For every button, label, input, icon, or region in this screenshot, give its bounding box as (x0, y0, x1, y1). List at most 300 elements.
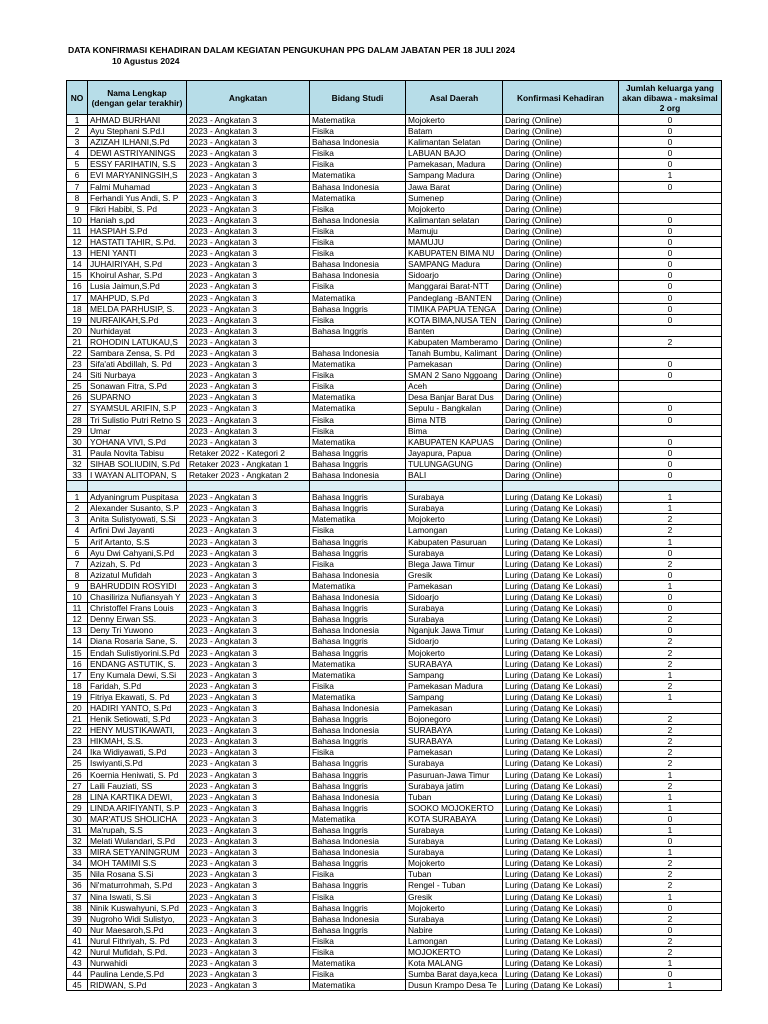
cell-family-count: 0 (619, 148, 722, 159)
cell-no: 16 (67, 658, 88, 669)
cell-family-count: 1 (619, 669, 722, 680)
table-row (67, 558, 722, 569)
cell-attendance: Luring (Datang Ke Lokasi) (503, 736, 619, 747)
cell-origin: Pamekasan Madura (406, 680, 503, 691)
cell-origin: Sidoarjo (406, 636, 503, 647)
table-row (67, 636, 722, 647)
table-row (67, 924, 722, 935)
table-row (67, 791, 722, 802)
cell-attendance: Luring (Datang Ke Lokasi) (503, 503, 619, 514)
cell-no: 31 (67, 825, 88, 836)
cell-attendance: Luring (Datang Ke Lokasi) (503, 924, 619, 935)
cell-family-count: 2 (619, 514, 722, 525)
cell-cohort: 2023 - Angkatan 3 (187, 891, 310, 902)
table-row (67, 281, 722, 292)
cell-no: 17 (67, 292, 88, 303)
cell-attendance: Luring (Datang Ke Lokasi) (503, 780, 619, 791)
cell-subject: Bahasa Inggris (310, 880, 406, 891)
cell-cohort: 2023 - Angkatan 3 (187, 747, 310, 758)
cell-family-count: 1 (619, 536, 722, 547)
cell-subject: Bahasa Inggris (310, 769, 406, 780)
cell-attendance: Daring (Online) (503, 458, 619, 469)
cell-origin: Surabaya (406, 603, 503, 614)
cell-origin: Kabupaten Pasuruan (406, 536, 503, 547)
cell-subject: Bahasa Indonesia (310, 836, 406, 847)
cell-family-count: 0 (619, 436, 722, 447)
cell-family-count: 0 (619, 126, 722, 137)
table-row (67, 181, 722, 192)
cell-family-count: 2 (619, 558, 722, 569)
cell-no: 22 (67, 725, 88, 736)
table-row (67, 392, 722, 403)
cell-subject: Fisika (310, 747, 406, 758)
table-row (67, 758, 722, 769)
cell-family-count: 2 (619, 680, 722, 691)
cell-origin: MAMUJU (406, 237, 503, 248)
cell-cohort: 2023 - Angkatan 3 (187, 259, 310, 270)
cell-attendance: Luring (Datang Ke Lokasi) (503, 913, 619, 924)
cell-origin: Kabupaten Mamberamo (406, 336, 503, 347)
cell-origin: Batam (406, 126, 503, 137)
cell-cohort: 2023 - Angkatan 3 (187, 536, 310, 547)
cell-family-count: 2 (619, 336, 722, 347)
cell-subject: Bahasa Inggris (310, 447, 406, 458)
table-row (67, 958, 722, 969)
table-row (67, 325, 722, 336)
cell-attendance: Luring (Datang Ke Lokasi) (503, 958, 619, 969)
cell-no: 34 (67, 858, 88, 869)
cell-name: MOH TAMIMI S.S (88, 858, 187, 869)
cell-subject: Bahasa Inggris (310, 614, 406, 625)
cell-name: Haniah s,pd (88, 214, 187, 225)
cell-name: Diana Rosaria Sane, S. (88, 636, 187, 647)
table-row (67, 192, 722, 203)
cell-cohort: 2023 - Angkatan 3 (187, 181, 310, 192)
cell-cohort: 2023 - Angkatan 3 (187, 237, 310, 248)
separator-cell (406, 481, 503, 492)
cell-family-count (619, 702, 722, 713)
cell-subject: Matematika (310, 436, 406, 447)
cell-name: ENDANG ASTUTIK, S. (88, 658, 187, 669)
table-row (67, 370, 722, 381)
cell-family-count: 1 (619, 492, 722, 503)
cell-origin: Kota MALANG (406, 958, 503, 969)
cell-name: HIKMAH, S.S. (88, 736, 187, 747)
cell-no: 36 (67, 880, 88, 891)
cell-cohort: 2023 - Angkatan 3 (187, 159, 310, 170)
cell-no: 16 (67, 281, 88, 292)
header-subject: Bidang Studi (310, 81, 406, 115)
cell-cohort: 2023 - Angkatan 3 (187, 702, 310, 713)
cell-family-count: 2 (619, 614, 722, 625)
cell-subject (310, 336, 406, 347)
cell-origin: BALI (406, 470, 503, 481)
cell-family-count: 0 (619, 625, 722, 636)
cell-attendance: Daring (Online) (503, 325, 619, 336)
cell-origin: Sidoarjo (406, 270, 503, 281)
cell-attendance: Daring (Online) (503, 225, 619, 236)
cell-no: 25 (67, 381, 88, 392)
table-row (67, 747, 722, 758)
cell-cohort: 2023 - Angkatan 3 (187, 580, 310, 591)
cell-subject: Matematika (310, 403, 406, 414)
cell-no: 31 (67, 447, 88, 458)
cell-name: HASTATI TAHIR, S.Pd. (88, 237, 187, 248)
cell-origin: Sidoarjo (406, 592, 503, 603)
cell-origin: Sampang Madura (406, 170, 503, 181)
table-row (67, 736, 722, 747)
cell-name: Nur Maesaroh,S.Pd (88, 924, 187, 935)
cell-family-count: 0 (619, 569, 722, 580)
cell-cohort: 2023 - Angkatan 3 (187, 791, 310, 802)
cell-origin: Sampang (406, 691, 503, 702)
cell-cohort: 2023 - Angkatan 3 (187, 558, 310, 569)
cell-no: 2 (67, 126, 88, 137)
cell-family-count: 2 (619, 714, 722, 725)
cell-no: 6 (67, 547, 88, 558)
cell-name: Eny Kumala Dewi, S.Si (88, 669, 187, 680)
cell-family-count: 1 (619, 891, 722, 902)
cell-attendance: Daring (Online) (503, 137, 619, 148)
cell-family-count: 2 (619, 913, 722, 924)
cell-no: 21 (67, 714, 88, 725)
cell-no: 6 (67, 170, 88, 181)
cell-no: 14 (67, 636, 88, 647)
cell-name: Ferhandi Yus Andi, S. P (88, 192, 187, 203)
cell-family-count: 0 (619, 370, 722, 381)
cell-subject: Bahasa Indonesia (310, 214, 406, 225)
cell-origin: Sumenep (406, 192, 503, 203)
separator-cell (187, 481, 310, 492)
cell-family-count: 0 (619, 292, 722, 303)
cell-subject: Bahasa Indonesia (310, 569, 406, 580)
cell-no: 33 (67, 847, 88, 858)
cell-origin: Mojokerto (406, 514, 503, 525)
cell-no: 33 (67, 470, 88, 481)
table-row (67, 126, 722, 137)
table-row (67, 902, 722, 913)
cell-subject: Matematika (310, 392, 406, 403)
cell-subject: Matematika (310, 170, 406, 181)
cell-family-count: 1 (619, 847, 722, 858)
cell-attendance: Luring (Datang Ke Lokasi) (503, 869, 619, 880)
table-row (67, 225, 722, 236)
cell-subject: Matematika (310, 813, 406, 824)
attendance-table (66, 80, 722, 991)
cell-attendance: Daring (Online) (503, 303, 619, 314)
cell-name: HENI YANTI (88, 248, 187, 259)
separator-cell (88, 481, 187, 492)
table-row (67, 514, 722, 525)
cell-no: 35 (67, 869, 88, 880)
cell-name: AHMAD BURHANI (88, 115, 187, 126)
table-row (67, 159, 722, 170)
cell-no: 19 (67, 314, 88, 325)
cell-attendance: Daring (Online) (503, 214, 619, 225)
header-cohort: Angkatan (187, 81, 310, 115)
cell-no: 15 (67, 270, 88, 281)
cell-family-count: 2 (619, 725, 722, 736)
cell-subject: Fisika (310, 381, 406, 392)
cell-family-count: 2 (619, 780, 722, 791)
cell-family-count (619, 325, 722, 336)
cell-cohort: 2023 - Angkatan 3 (187, 880, 310, 891)
cell-name: SUPARNO (88, 392, 187, 403)
cell-origin: Pamekasan (406, 747, 503, 758)
cell-cohort: Retaker 2023 - Angkatan 1 (187, 458, 310, 469)
cell-cohort: 2023 - Angkatan 3 (187, 669, 310, 680)
cell-origin: Gresik (406, 891, 503, 902)
cell-subject: Matematika (310, 691, 406, 702)
cell-name: Nurwahidi (88, 958, 187, 969)
table-row (67, 969, 722, 980)
cell-subject: Matematika (310, 192, 406, 203)
cell-subject: Bahasa Indonesia (310, 470, 406, 481)
cell-origin: Pamekasan (406, 702, 503, 713)
cell-subject: Fisika (310, 225, 406, 236)
cell-no: 32 (67, 836, 88, 847)
cell-attendance: Daring (Online) (503, 314, 619, 325)
table-row (67, 148, 722, 159)
cell-attendance: Luring (Datang Ke Lokasi) (503, 603, 619, 614)
cell-origin: Bojonegoro (406, 714, 503, 725)
table-row (67, 858, 722, 869)
cell-attendance: Luring (Datang Ke Lokasi) (503, 714, 619, 725)
cell-name: Ayu Dwi Cahyani,S.Pd (88, 547, 187, 558)
table-row (67, 492, 722, 503)
cell-attendance: Luring (Datang Ke Lokasi) (503, 647, 619, 658)
table-row (67, 436, 722, 447)
cell-name: Iswiyanti,S.Pd (88, 758, 187, 769)
cell-subject: Bahasa Indonesia (310, 347, 406, 358)
cell-origin: KOTA BIMA,NUSA TEN (406, 314, 503, 325)
cell-origin: Bima NTB (406, 414, 503, 425)
cell-origin: Tuban (406, 791, 503, 802)
cell-name: Nurul Mufidah, S.Pd. (88, 947, 187, 958)
cell-family-count: 0 (619, 248, 722, 259)
cell-subject: Fisika (310, 248, 406, 259)
table-row (67, 237, 722, 248)
cell-name: Anita Sulistyowati, S.Si (88, 514, 187, 525)
table-row (67, 769, 722, 780)
cell-cohort: 2023 - Angkatan 3 (187, 414, 310, 425)
cell-origin: Surabaya (406, 913, 503, 924)
cell-family-count: 1 (619, 980, 722, 991)
cell-cohort: 2023 - Angkatan 3 (187, 325, 310, 336)
cell-subject: Bahasa Inggris (310, 825, 406, 836)
cell-origin: SMAN 2 Sano Nggoang (406, 370, 503, 381)
cell-cohort: 2023 - Angkatan 3 (187, 636, 310, 647)
cell-name: YOHANA VIVI, S.Pd (88, 436, 187, 447)
cell-attendance: Luring (Datang Ke Lokasi) (503, 825, 619, 836)
cell-subject: Fisika (310, 237, 406, 248)
cell-subject: Fisika (310, 148, 406, 159)
cell-origin: Dusun Krampo Desa Te (406, 980, 503, 991)
cell-cohort: 2023 - Angkatan 3 (187, 569, 310, 580)
cell-attendance: Luring (Datang Ke Lokasi) (503, 902, 619, 913)
cell-family-count: 1 (619, 769, 722, 780)
table-row (67, 414, 722, 425)
cell-name: EVI MARYANINGSIH,S (88, 170, 187, 181)
cell-origin: SAMPANG Madura (406, 259, 503, 270)
cell-family-count: 0 (619, 281, 722, 292)
cell-cohort: 2023 - Angkatan 3 (187, 913, 310, 924)
table-row (67, 303, 722, 314)
cell-attendance: Luring (Datang Ke Lokasi) (503, 636, 619, 647)
table-row (67, 503, 722, 514)
cell-cohort: 2023 - Angkatan 3 (187, 858, 310, 869)
cell-origin: Nabire (406, 924, 503, 935)
cell-cohort: 2023 - Angkatan 3 (187, 924, 310, 935)
cell-cohort: 2023 - Angkatan 3 (187, 126, 310, 137)
cell-family-count: 1 (619, 791, 722, 802)
table-row (67, 470, 722, 481)
cell-origin: Surabaya (406, 547, 503, 558)
table-row (67, 836, 722, 847)
cell-cohort: 2023 - Angkatan 3 (187, 547, 310, 558)
cell-attendance: Daring (Online) (503, 336, 619, 347)
cell-name: Fikri Habibi, S. Pd (88, 203, 187, 214)
cell-name: HASPIAH S.Pd (88, 225, 187, 236)
cell-no: 14 (67, 259, 88, 270)
cell-cohort: 2023 - Angkatan 3 (187, 714, 310, 725)
cell-cohort: 2023 - Angkatan 3 (187, 170, 310, 181)
cell-attendance: Luring (Datang Ke Lokasi) (503, 747, 619, 758)
cell-no: 41 (67, 935, 88, 946)
cell-name: Nila Rosana S.Si (88, 869, 187, 880)
cell-name: MELDA PARHUSIP, S. (88, 303, 187, 314)
cell-cohort: 2023 - Angkatan 3 (187, 780, 310, 791)
table-row (67, 625, 722, 636)
table-row (67, 525, 722, 536)
cell-cohort: 2023 - Angkatan 3 (187, 902, 310, 913)
table-row (67, 947, 722, 958)
table-row (67, 935, 722, 946)
cell-name: Lusia Jaimun,S.Pd (88, 281, 187, 292)
cell-attendance: Luring (Datang Ke Lokasi) (503, 935, 619, 946)
cell-origin: Surabaya (406, 503, 503, 514)
cell-subject: Bahasa Inggris (310, 458, 406, 469)
cell-subject: Bahasa Indonesia (310, 181, 406, 192)
cell-family-count: 2 (619, 658, 722, 669)
table-row (67, 403, 722, 414)
cell-name: Faridah, S.Pd (88, 680, 187, 691)
separator-cell (619, 481, 722, 492)
cell-family-count: 1 (619, 802, 722, 813)
cell-origin: TIMIKA PAPUA TENGA (406, 303, 503, 314)
cell-family-count: 0 (619, 603, 722, 614)
cell-subject: Bahasa Inggris (310, 636, 406, 647)
cell-attendance: Daring (Online) (503, 447, 619, 458)
cell-subject: Bahasa Indonesia (310, 259, 406, 270)
cell-no: 27 (67, 403, 88, 414)
cell-attendance: Daring (Online) (503, 370, 619, 381)
cell-origin: SOOKO MOJOKERTO (406, 802, 503, 813)
cell-cohort: 2023 - Angkatan 3 (187, 336, 310, 347)
header-row (67, 81, 722, 115)
table-row (67, 381, 722, 392)
cell-subject: Fisika (310, 680, 406, 691)
cell-attendance: Daring (Online) (503, 403, 619, 414)
cell-attendance: Daring (Online) (503, 281, 619, 292)
cell-no: 11 (67, 225, 88, 236)
cell-no: 24 (67, 370, 88, 381)
cell-name: Azizah, S. Pd (88, 558, 187, 569)
cell-family-count: 1 (619, 170, 722, 181)
cell-attendance: Daring (Online) (503, 270, 619, 281)
cell-attendance: Luring (Datang Ke Lokasi) (503, 691, 619, 702)
table-row (67, 614, 722, 625)
table-row (67, 658, 722, 669)
cell-attendance: Luring (Datang Ke Lokasi) (503, 891, 619, 902)
cell-subject: Matematika (310, 292, 406, 303)
cell-name: ESSY FARIHATIN, S.S (88, 159, 187, 170)
cell-name: NURFAIKAH,S.Pd (88, 314, 187, 325)
cell-subject: Fisika (310, 414, 406, 425)
cell-name: Ni'maturrohmah, S.Pd (88, 880, 187, 891)
cell-subject: Bahasa Indonesia (310, 137, 406, 148)
cell-origin: Bima (406, 425, 503, 436)
cell-attendance: Daring (Online) (503, 237, 619, 248)
cell-name: Umar (88, 425, 187, 436)
cell-no: 32 (67, 458, 88, 469)
cell-origin: Pamekasan, Madura (406, 159, 503, 170)
cell-family-count: 2 (619, 736, 722, 747)
cell-no: 8 (67, 192, 88, 203)
cell-attendance: Daring (Online) (503, 192, 619, 203)
group-separator-row (67, 481, 722, 492)
table-row (67, 347, 722, 358)
cell-origin: Surabaya (406, 847, 503, 858)
cell-name: I WAYAN ALITOPAN, S (88, 470, 187, 481)
cell-origin: Surabaya (406, 825, 503, 836)
table-row (67, 880, 722, 891)
cell-cohort: 2023 - Angkatan 3 (187, 980, 310, 991)
cell-cohort: 2023 - Angkatan 3 (187, 836, 310, 847)
cell-cohort: 2023 - Angkatan 3 (187, 525, 310, 536)
cell-no: 4 (67, 525, 88, 536)
table-row (67, 980, 722, 991)
cell-no: 18 (67, 303, 88, 314)
cell-family-count: 0 (619, 969, 722, 980)
cell-attendance: Luring (Datang Ke Lokasi) (503, 858, 619, 869)
cell-origin: Banten (406, 325, 503, 336)
cell-family-count: 0 (619, 902, 722, 913)
cell-cohort: 2023 - Angkatan 3 (187, 392, 310, 403)
cell-origin: Aceh (406, 381, 503, 392)
cell-cohort: 2023 - Angkatan 3 (187, 969, 310, 980)
table-row (67, 214, 722, 225)
cell-subject: Matematika (310, 359, 406, 370)
cell-no: 19 (67, 691, 88, 702)
cell-name: ROHODIN LATUKAU,S (88, 336, 187, 347)
cell-name: RIDWAN, S.Pd (88, 980, 187, 991)
cell-subject: Bahasa Indonesia (310, 702, 406, 713)
cell-cohort: 2023 - Angkatan 3 (187, 403, 310, 414)
cell-no: 4 (67, 148, 88, 159)
cell-family-count: 0 (619, 225, 722, 236)
cell-cohort: 2023 - Angkatan 3 (187, 492, 310, 503)
cell-origin: Mojokerto (406, 115, 503, 126)
cell-subject: Fisika (310, 525, 406, 536)
cell-cohort: 2023 - Angkatan 3 (187, 425, 310, 436)
header-no: NO (67, 81, 88, 115)
cell-no: 30 (67, 436, 88, 447)
cell-origin: Blega Jawa Timur (406, 558, 503, 569)
table-body (67, 115, 722, 991)
cell-name: Melati Wulandari, S.Pd (88, 836, 187, 847)
cell-origin: Gresik (406, 569, 503, 580)
